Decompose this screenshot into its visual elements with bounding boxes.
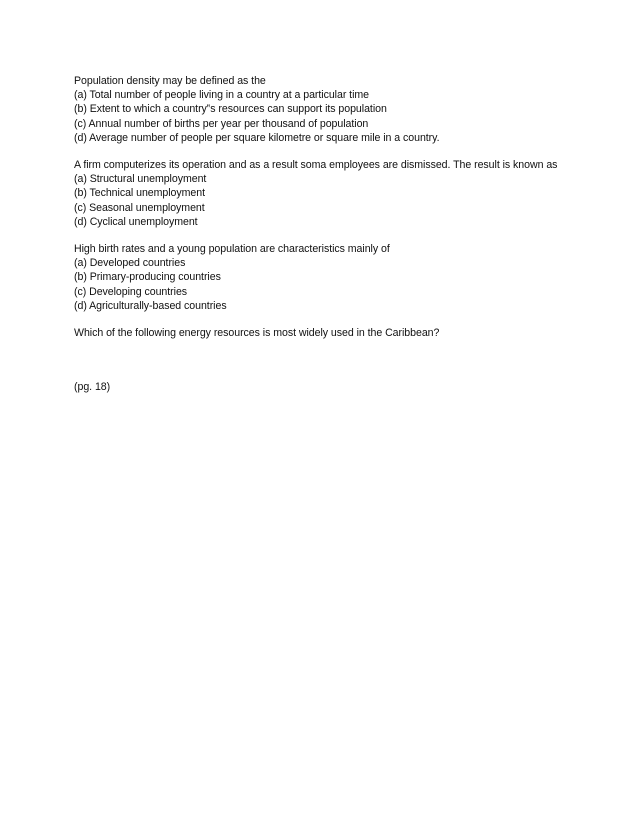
option-c: (c) Annual number of births per year per thousand of population — [74, 117, 369, 130]
option-c: (c) Seasonal unemployment — [74, 201, 205, 214]
page-reference: (pg. 18) — [74, 381, 111, 394]
option-d: (d) Average number of people per square kilometre or square mile in a country. — [74, 131, 440, 144]
option-a: (a) Developed countries — [74, 257, 186, 270]
question-stem: Population density may be defined as the — [74, 75, 266, 87]
question-stem: High birth rates and a young population are characteristics mainly of — [74, 243, 390, 256]
option-b: (b) Extent to which a country‟s resources can support its population — [74, 103, 387, 116]
question-population-density — [74, 74, 594, 145]
option-b: (b) Primary-producing countries — [74, 271, 221, 284]
spacer — [74, 353, 594, 380]
question-stem: A firm computerizes its operation and as a result soma employees are dismissed. The result is known as — [74, 159, 558, 172]
question-unemployment — [74, 158, 594, 229]
question-list — [74, 74, 594, 394]
question-energy-resources — [74, 326, 594, 340]
question-stem: Which of the following energy resources is most widely used in the Caribbean? — [74, 327, 440, 340]
question-birth-rates — [74, 242, 594, 313]
option-b: (b) Technical unemployment — [74, 187, 205, 200]
option-d: (d) Cyclical unemployment — [74, 215, 198, 228]
option-d: (d) Agriculturally-based countries — [74, 299, 227, 312]
option-c: (c) Developing countries — [74, 285, 188, 298]
option-a: (a) Total number of people living in a country at a particular time — [74, 89, 369, 102]
option-a: (a) Structural unemployment — [74, 173, 207, 186]
